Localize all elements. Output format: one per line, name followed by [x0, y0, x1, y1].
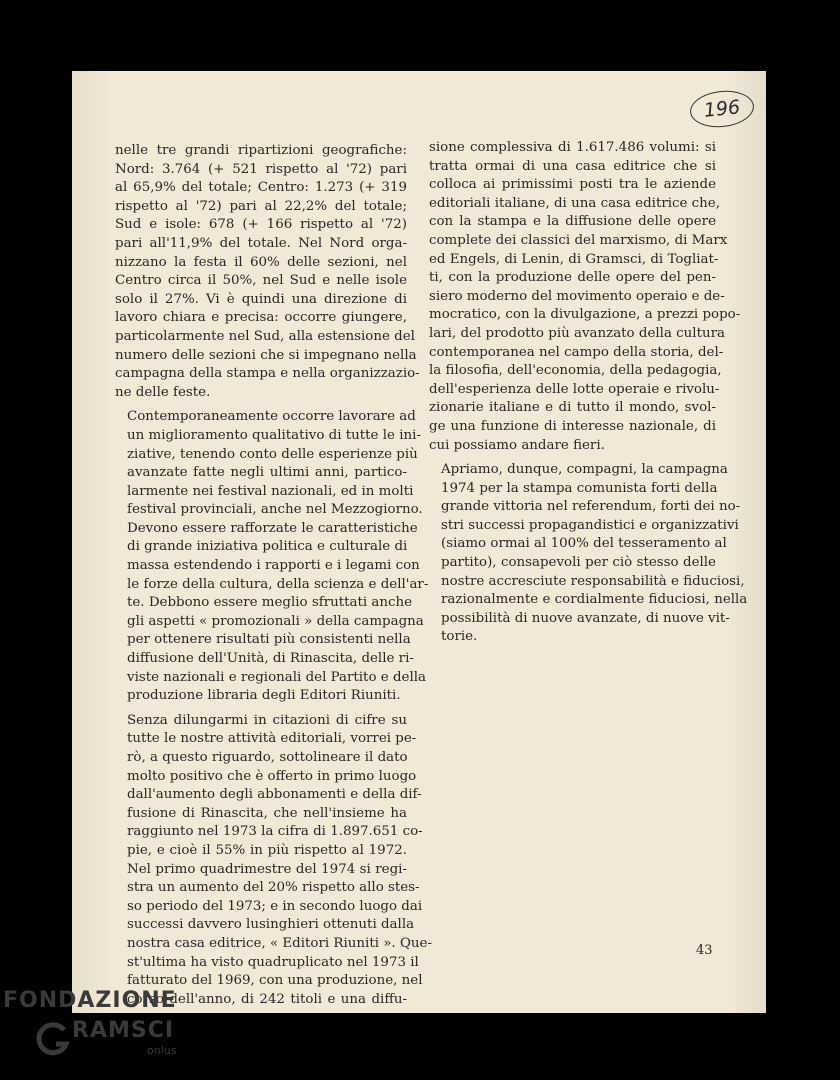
text-line: so periodo del 1973; e in secondo luogo dai: [127, 898, 423, 914]
text-line: pari all'11,9% del totale. Nel Nord orga-: [115, 235, 407, 251]
text-line: larmente nei festival nazionali, ed in molti: [127, 483, 414, 499]
text-line: te. Debbono essere meglio sfruttati anche: [127, 595, 413, 611]
text-line: contemporanea nel campo della storia, del-: [429, 344, 724, 360]
text-line: corso dell'anno, di 242 titoli e una diffu-: [127, 991, 407, 1007]
watermark-line1: FONDAZIONE: [3, 988, 177, 1013]
text-line: ge una funzione di interesse nazionale, di: [429, 418, 716, 434]
text-line: complete dei classici del marxismo, di Marx: [429, 232, 728, 248]
paragraph: [115, 142, 420, 402]
text-line: gli aspetti « promozionali » della campagna: [127, 613, 424, 629]
text-line: Apriamo, dunque, compagni, la campagna: [441, 462, 728, 478]
text-line: partito), consapevoli per ciò stesso delle: [441, 555, 716, 571]
text-line: st'ultima ha visto quadruplicato nel 1973 il: [127, 954, 419, 970]
text-line: lari, del prodotto più avanzato della cultura: [429, 325, 725, 341]
text-line: dall'aumento degli abbonamenti e della dif-: [127, 787, 422, 803]
text-line: solo il 27%. Vi è quindi una direzione di: [115, 291, 407, 307]
text-line: ed Engels, di Lenin, di Gramsci, di Togliat-: [429, 251, 719, 267]
watermark-g-icon: [34, 1020, 74, 1060]
text-line: festival provinciali, anche nel Mezzogiorno.: [127, 502, 423, 518]
text-line: avanzate fatte negli ultimi anni, partico-: [127, 465, 407, 481]
watermark-logo: [3, 990, 177, 1012]
text-line: colloca ai primissimi posti tra le aziende: [429, 177, 716, 193]
text-line: ziative, tenendo conto delle esperienze più: [127, 446, 418, 462]
page-number: 43: [696, 943, 713, 958]
text-line: molto positivo che è offerto in primo luogo: [127, 768, 417, 784]
text-line: Devono essere rafforzate le caratteristiche: [127, 520, 418, 536]
text-line: campagna della stampa e nella organizzazio-: [115, 366, 420, 382]
text-line: raggiunto nel 1973 la cifra di 1.897.651 co-: [127, 824, 423, 840]
text-line: siero moderno del movimento operaio e de-: [429, 288, 725, 304]
text-line: stra un aumento del 20% rispetto allo stes-: [127, 880, 420, 896]
text-line: rispetto al '72) pari al 22,2% del totale;: [115, 198, 407, 214]
text-line: zionarie italiane e di tutto il mondo, svol-: [429, 400, 716, 416]
paragraph: [115, 712, 432, 1010]
text-line: sione complessiva di 1.617.486 volumi: si: [429, 140, 716, 155]
text-line: fusione di Rinascita, che nell'insieme ha: [127, 805, 407, 821]
text-line: un miglioramento qualitativo di tutte le ini-: [127, 427, 421, 443]
text-line: tutte le nostre attività editoriali, vorrei pe-: [127, 731, 417, 747]
text-line: Nord: 3.764 (+ 521 rispetto al '72) pari: [115, 161, 407, 177]
text-line: nelle tre grandi ripartizioni geografiche:: [115, 143, 407, 158]
text-line: mocratico, con la divulgazione, a prezzi popo-: [429, 307, 741, 323]
text-line: viste nazionali e regionali del Partito e della: [127, 669, 426, 685]
watermark-line2: RAMSCI: [72, 1018, 175, 1043]
text-line: tratta ormai di una casa editrice che si: [429, 158, 716, 174]
text-line: Senza dilungarmi in citazioni di cifre su: [127, 712, 407, 728]
watermark-sub: onlus: [147, 1044, 177, 1057]
text-line: pie, e cioè il 55% in più rispetto al 1972.: [127, 842, 407, 858]
text-line: ne delle feste.: [115, 384, 211, 400]
left-column: [115, 142, 432, 1015]
paragraph: [429, 139, 741, 455]
text-line: grande vittoria nel referendum, forti dei no-: [441, 499, 741, 515]
text-line: Nel primo quadrimestre del 1974 si regi-: [127, 861, 407, 877]
text-line: ti, con la produzione delle opere del pen-: [429, 270, 716, 286]
paragraph: [429, 461, 748, 647]
text-line: con la stampa e la diffusione delle opere: [429, 214, 716, 230]
text-line: stri successi propagandistici e organizzativi: [441, 517, 739, 533]
right-column: [429, 139, 748, 653]
archive-number-stamp: 196: [688, 88, 755, 130]
text-line: la filosofia, dell'economia, della pedagogia,: [429, 363, 722, 379]
text-line: diffusione dell'Unità, di Rinascita, delle ri-: [127, 651, 414, 667]
text-line: nostra casa editrice, « Editori Riuniti ». Que-: [127, 935, 432, 951]
text-line: fatturato del 1969, con una produzione, nel: [127, 973, 423, 989]
text-line: torie.: [441, 629, 478, 645]
text-line: Sud e isole: 678 (+ 166 rispetto al '72): [115, 217, 407, 233]
text-line: Contemporaneamente occorre lavorare ad: [127, 409, 416, 425]
text-line: possibilità di nuove avanzate, di nuove vit-: [441, 610, 730, 626]
text-line: di grande iniziativa politica e culturale di: [127, 539, 408, 555]
text-line: 1974 per la stampa comunista forti della: [441, 480, 718, 496]
text-line: nizzano la festa il 60% delle sezioni, nel: [115, 254, 407, 270]
text-line: numero delle sezioni che si impegnano nella: [115, 347, 417, 363]
text-line: dell'esperienza delle lotte operaie e rivolu-: [429, 381, 720, 397]
text-line: Centro circa il 50%, nel Sud e nelle isole: [115, 273, 407, 289]
text-line: per ottenere risultati più consistenti nella: [127, 632, 411, 648]
text-line: rò, a questo riguardo, sottolineare il dato: [127, 750, 408, 765]
text-line: massa estendendo i rapporti e i legami con: [127, 558, 420, 574]
document-page: [72, 71, 766, 1013]
text-line: produzione libraria degli Editori Riuniti.: [127, 688, 401, 704]
text-line: particolarmente nel Sud, alla estensione del: [115, 328, 415, 344]
text-line: razionalmente e cordialmente fiduciosi, nella: [441, 592, 748, 608]
text-line: (siamo ormai al 100% del tesseramento al: [441, 536, 727, 552]
text-line: editoriali italiane, di una casa editrice che,: [429, 195, 720, 211]
text-line: nostre accresciute responsabilità e fiduciosi,: [441, 573, 745, 589]
text-line: cui possiamo andare fieri.: [429, 437, 605, 453]
paragraph: [115, 408, 429, 706]
text-line: successi davvero lusinghieri ottenuti dalla: [127, 917, 415, 933]
text-line: al 65,9% del totale; Centro: 1.273 (+ 319: [115, 180, 407, 196]
text-line: lavoro chiara e precisa: occorre giungere,: [115, 310, 407, 326]
text-line: le forze della cultura, della scienza e dell'ar-: [127, 576, 429, 592]
